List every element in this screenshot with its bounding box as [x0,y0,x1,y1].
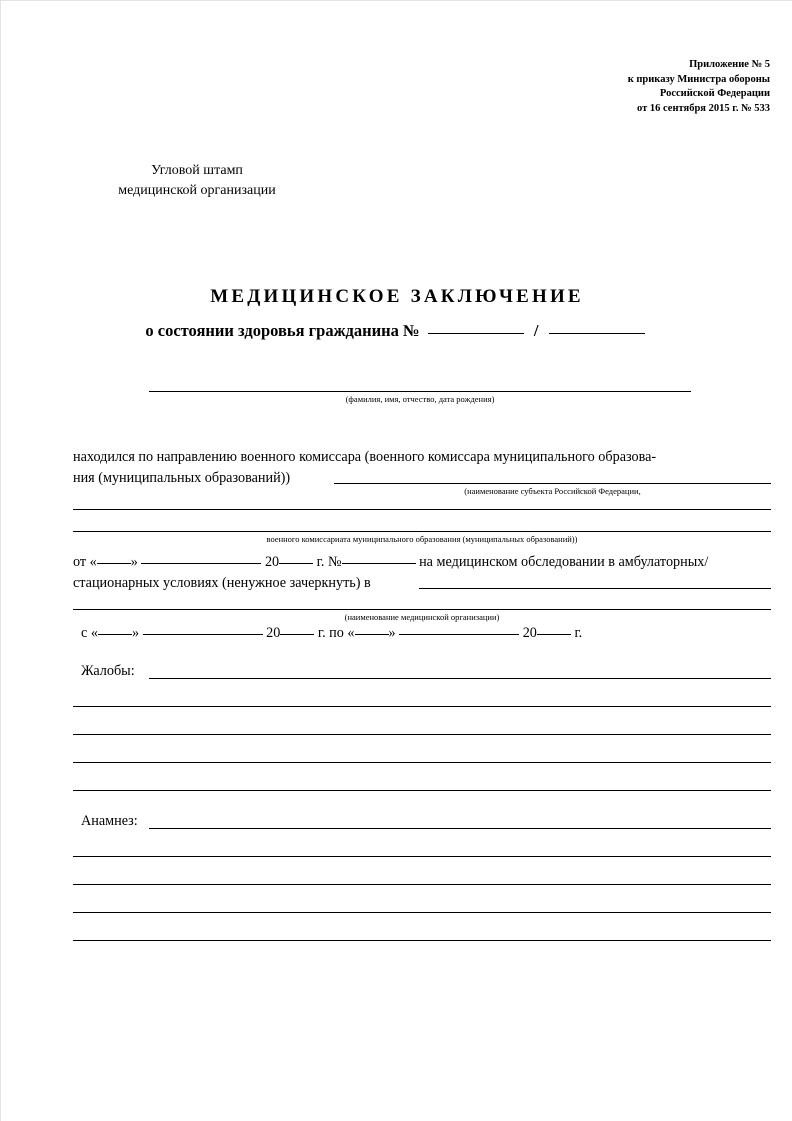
date-from-label: от « [73,554,97,570]
exam-period-line [81,623,582,644]
period-month-to-blank[interactable] [399,634,519,635]
direction-paragraph-line-2: ния (муниципальных образований)) [73,470,291,486]
period-year-to-blank[interactable] [537,634,571,635]
complaints-input-line-5[interactable] [73,790,771,791]
voenkomat-caption: военного комиссариата муниципального образования (муниципальных образований)) [266,534,578,544]
complaints-input-line-2[interactable] [73,706,771,707]
anamnesis-label: Анамнез: [81,813,138,829]
fio-input-line[interactable] [149,391,691,392]
day-blank[interactable] [97,563,131,564]
period-day-to-blank[interactable] [355,634,389,635]
referral-number-blank[interactable] [342,563,416,564]
complaints-input-line-3[interactable] [73,734,771,735]
appendix-line-2: к приказу Министра обороны [627,73,770,85]
anamnesis-input-line-5[interactable] [73,940,771,941]
year-prefix: 20 [264,554,280,570]
exam-conditions-line [73,573,371,594]
period-month-from-blank[interactable] [143,634,263,635]
number-separator: / [533,321,539,340]
appendix-header [470,58,770,116]
period-day-from-blank[interactable] [98,634,132,635]
stamp-line-2: медицинской организации [118,183,276,198]
anamnesis-input-line-3[interactable] [73,884,771,885]
appendix-line-3: Российской Федерации [659,88,770,99]
subtitle-text: о состоянии здоровья гражданина № [145,321,420,340]
period-year2-prefix: 20 [522,625,537,641]
fio-caption: (фамилия, имя, отчество, дата рождения) [345,394,495,404]
document-subtitle [1,321,792,341]
subject-rf-caption: (наименование субъекта Российской Федерации, [464,486,641,496]
voenkomat-input-line-2[interactable] [73,531,771,532]
period-year-prefix: 20 [266,625,281,641]
year-suffix-label: г. № [316,554,342,570]
period-to-label: г. по « [317,625,355,641]
exam-date-line [73,552,708,573]
complaints-label: Жалобы: [81,663,135,679]
appendix-line-1: Приложение № 5 [689,59,770,70]
med-org-input-line-1[interactable] [419,588,771,589]
conditions-label: стационарных условиях (ненужное зачеркнуть) в [73,575,371,591]
document-number-blank-1[interactable] [428,333,524,334]
period-year2-suffix: г. [574,625,583,641]
subject-rf-input-line[interactable] [334,483,771,484]
appendix-line-4: от 16 сентября 2015 г. № 533 [637,102,770,114]
anamnesis-input-line-4[interactable] [73,912,771,913]
year-blank[interactable] [279,563,313,564]
corner-stamp-placeholder [77,161,317,201]
period-year-from-blank[interactable] [280,634,314,635]
period-to-quote-close: » [388,625,396,641]
date-quote-close: » [130,554,138,570]
period-from-label: с « [81,625,98,641]
voenkomat-input-line-1[interactable] [73,509,771,510]
med-org-caption: (наименование медицинской организации) [344,612,500,622]
anamnesis-input-line-1[interactable] [149,828,771,829]
exam-type-text: на медицинском обследовании в амбулаторных/ [419,554,709,570]
anamnesis-input-line-2[interactable] [73,856,771,857]
complaints-input-line-1[interactable] [149,678,771,679]
page-title: МЕДИЦИНСКОЕ ЗАКЛЮЧЕНИЕ [210,286,584,307]
document-number-blank-2[interactable] [549,333,645,334]
period-quote-close: » [131,625,140,641]
med-org-input-line-2[interactable] [73,609,771,610]
stamp-line-1: Угловой штамп [151,163,243,178]
complaints-input-line-4[interactable] [73,762,771,763]
month-blank[interactable] [141,563,261,564]
direction-paragraph-line-1: находился по направлению военного комиссара (военного комиссара муниципального образова- [73,449,657,465]
